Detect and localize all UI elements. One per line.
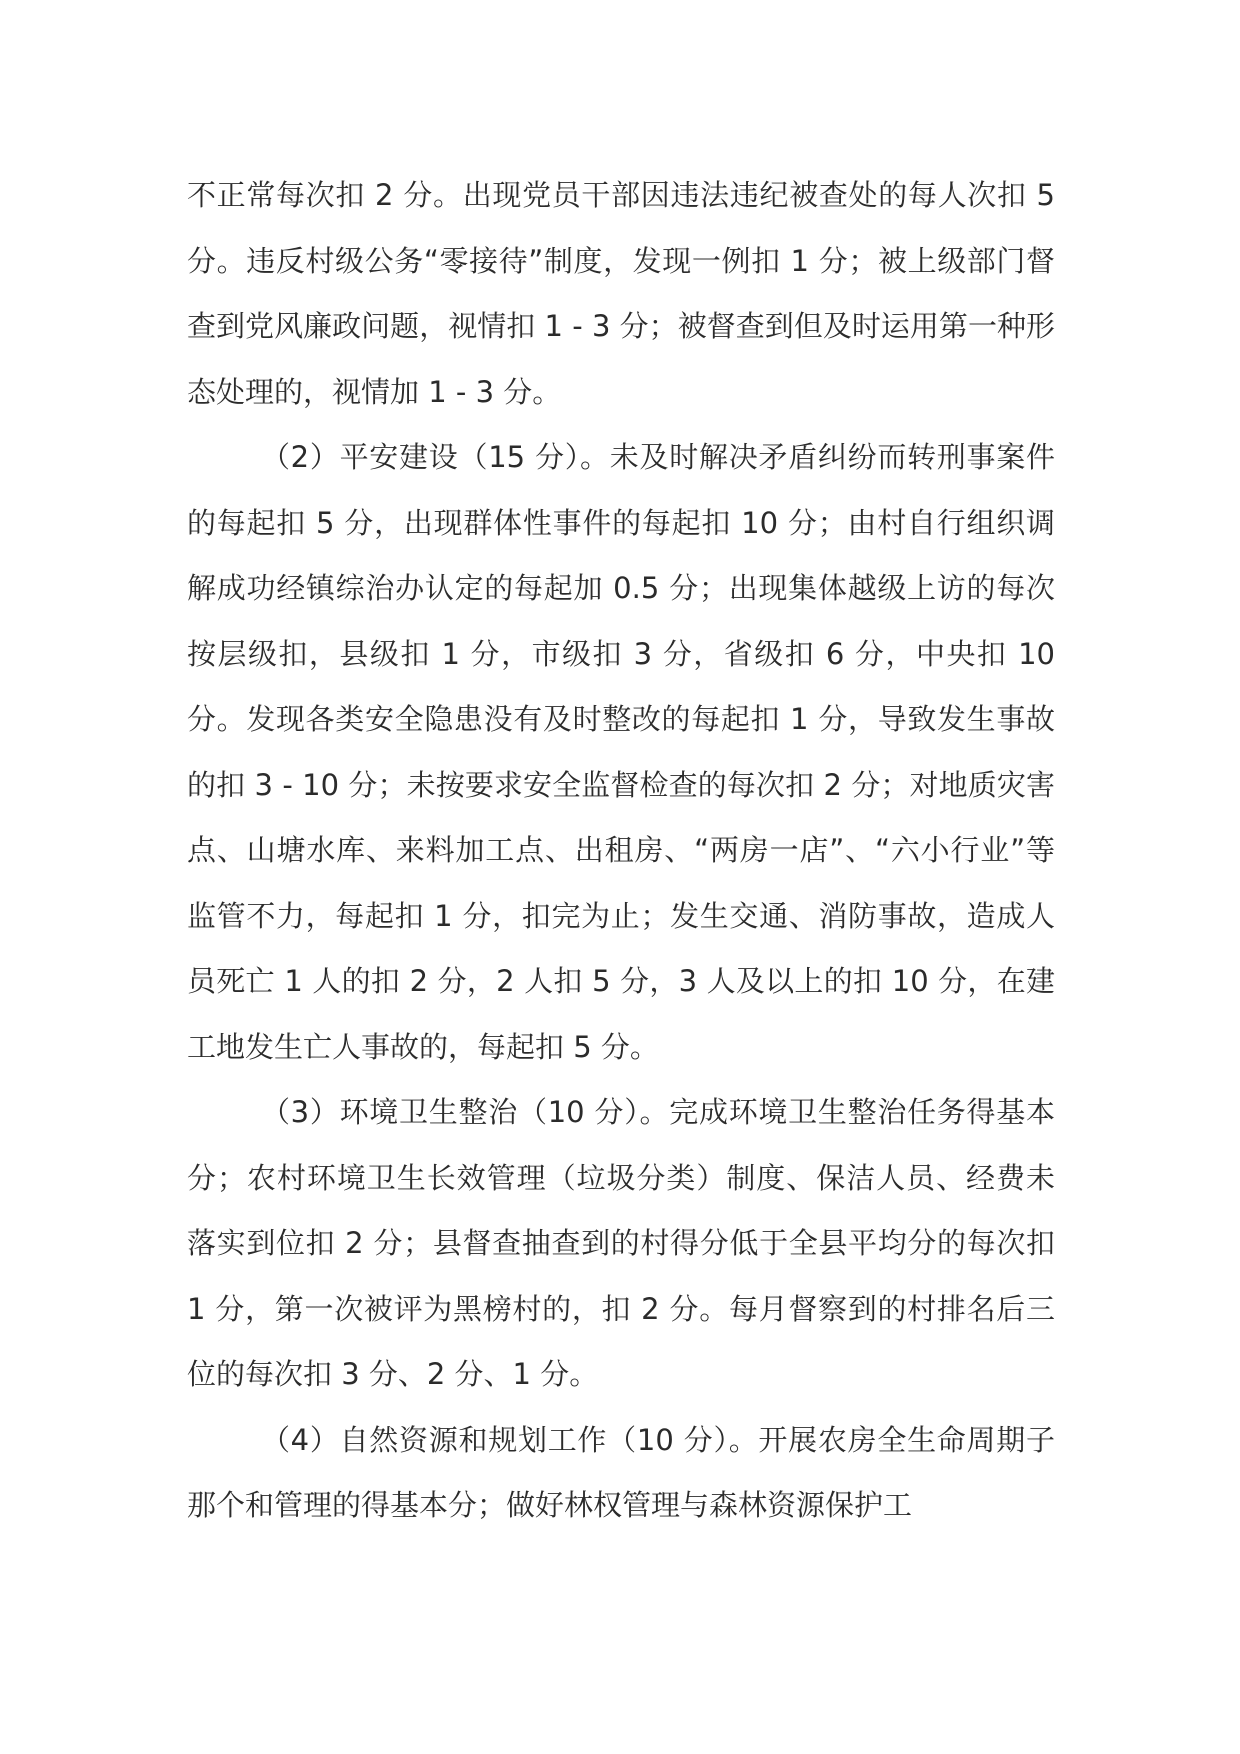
paragraph-natural-resources-planning: （4）自然资源和规划工作（10 分）。开展农房全生命周期子那个和管理的得基本分；做好林权管理与森林资源保护工: [187, 1422, 1055, 1522]
document-body: [187, 163, 1055, 1539]
paragraph-continuation: 不正常每次扣 2 分。出现党员干部因违法违纪被查处的每人次扣 5 分。违反村级公务“零接待”制度，发现一例扣 1 分；被上级部门督查到党风廉政问题，视情扣 1 - 3 分；被督查到但及时运用第一种形态处理的，视情加 1 - 3 分。: [187, 178, 1055, 409]
paragraph-environmental-sanitation: （3）环境卫生整治（10 分）。完成环境卫生整治任务得基本分；农村环境卫生长效管理（垃圾分类）制度、保洁人员、经费未落实到位扣 2 分；县督查抽查到的村得分低于全县平均分的每次扣 1 分，第一次被评为黑榜村的，扣 2 分。每月督察到的村排名后三位的每次扣 3 分、2 分、1 分。: [187, 1095, 1055, 1391]
paragraph-safety-construction: （2）平安建设（15 分）。未及时解决矛盾纠纷而转刑事案件的每起扣 5 分，出现群体性事件的每起扣 10 分；由村自行组织调解成功经镇综治办认定的每起加 0.5 分；出现集体越级上访的每次按层级扣，县级扣 1 分，市级扣 3 分，省级扣 6 分，中央扣 10 分。发现各类安全隐患没有及时整改的每起扣 1 分，导致发生事故的扣 3 - 10 分；未按要求安全监督检查的每次扣 2 分；对地质灾害点、山塘水库、来料加工点、出租房、“两房一店”、“六小行业”等监管不力，每起扣 1 分，扣完为止；发生交通、消防事故，造成人员死亡 1 人的扣 2 分，2 人扣 5 分，3 人及以上的扣 10 分，在建工地发生亡人事故的，每起扣 5 分。: [187, 440, 1055, 1064]
